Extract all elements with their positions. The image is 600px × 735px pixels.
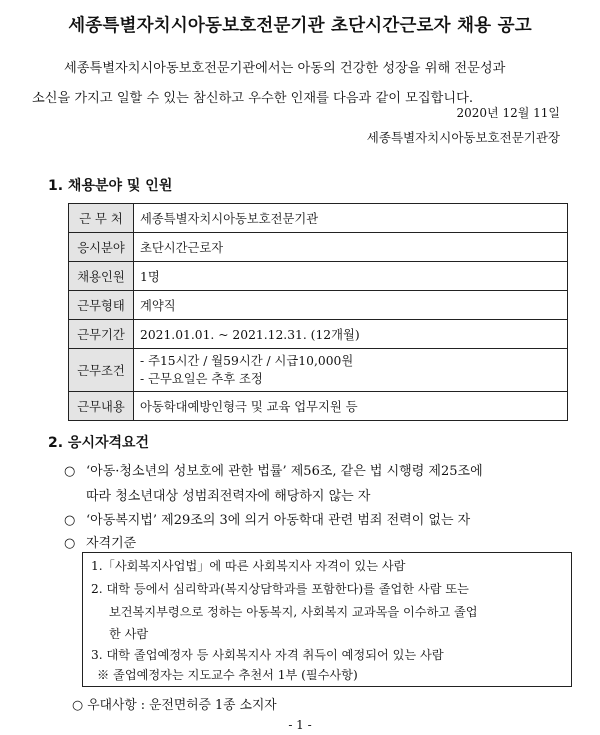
requirement-item bbox=[64, 532, 136, 551]
requirement-item bbox=[64, 509, 470, 528]
circle-bullet-icon: ○ bbox=[64, 464, 76, 479]
requirement-text: ‘아동복지법’ 제29조의 3에 의거 아동학대 관련 범죄 전력이 없는 자 bbox=[86, 513, 471, 528]
row-value: 아동학대예방인형극 및 교육 업무지원 등 bbox=[134, 392, 568, 421]
page-number: - 1 - bbox=[288, 718, 312, 732]
row-label: 근무조건 bbox=[69, 349, 134, 392]
requirement-text: 자격기준 bbox=[86, 536, 137, 551]
table-row bbox=[69, 204, 568, 233]
criteria-line: 3. 대학 졸업예정자 등 사회복지사 자격 취득이 예정되어 있는 사람 bbox=[91, 648, 444, 662]
recruitment-table bbox=[68, 203, 568, 421]
table-row bbox=[69, 262, 568, 291]
table-row bbox=[69, 291, 568, 320]
row-value: 세종특별자치시아동보호전문기관 bbox=[134, 204, 568, 233]
table-row bbox=[69, 349, 568, 392]
row-label: 채용인원 bbox=[69, 262, 134, 291]
page-title: 세종특별자치시아동보호전문기관 초단시간근로자 채용 공고 bbox=[68, 16, 532, 36]
issuer-name: 세종특별자치시아동보호전문기관장 bbox=[366, 130, 560, 145]
row-label: 근무내용 bbox=[69, 392, 134, 421]
intro-line-1: 세종특별자치시아동보호전문기관에서는 아동의 건강한 성장을 위해 전문성과 bbox=[64, 61, 506, 76]
condition-line: - 주15시간 / 월59시간 / 시급10,000원 bbox=[140, 354, 354, 368]
row-label: 근무기간 bbox=[69, 320, 134, 349]
row-value: 계약직 bbox=[134, 291, 568, 320]
intro-line-2: 소신을 가지고 일할 수 있는 참신하고 우수한 인재를 다음과 같이 모집합니다. bbox=[32, 91, 474, 106]
row-label: 근 무 처 bbox=[69, 204, 134, 233]
requirement-item bbox=[64, 460, 483, 479]
table-row bbox=[69, 392, 568, 421]
row-label: 근무형태 bbox=[69, 291, 134, 320]
requirement-text: ‘아동·청소년의 성보호에 관한 법률’ 제56조, 같은 법 시행령 제25조에 bbox=[86, 464, 483, 479]
row-label: 응시분야 bbox=[69, 233, 134, 262]
row-value: 1명 bbox=[134, 262, 568, 291]
announcement-date: 2020년 12월 11일 bbox=[456, 106, 560, 120]
table-row bbox=[69, 320, 568, 349]
condition-line: - 근무요일은 추후 조정 bbox=[140, 372, 263, 386]
circle-bullet-icon: ○ bbox=[64, 536, 76, 551]
preference-item: ○ 우대사항 : 운전면허증 1종 소지자 bbox=[72, 698, 277, 713]
row-value: 2021.01.01. ~ 2021.12.31. (12개월) bbox=[134, 320, 568, 349]
row-value bbox=[134, 349, 568, 392]
row-value: 초단시간근로자 bbox=[134, 233, 568, 262]
criteria-line: 한 사람 bbox=[109, 627, 149, 641]
requirement-continuation: 따라 청소년대상 성범죄전력자에 해당하지 않는 자 bbox=[86, 489, 371, 504]
criteria-line: 2. 대학 등에서 심리학과(복지상담학과를 포함한다)를 졸업한 사람 또는 bbox=[91, 582, 469, 596]
section-2-heading: 2. 응시자격요건 bbox=[48, 435, 150, 451]
criteria-line: 보건복지부령으로 정하는 아동복지, 사회복지 교과목을 이수하고 졸업 bbox=[109, 605, 478, 619]
criteria-line: 1.「사회복지사업법」에 따른 사회복지사 자격이 있는 사람 bbox=[91, 559, 406, 573]
table-row bbox=[69, 233, 568, 262]
circle-bullet-icon: ○ bbox=[64, 513, 76, 528]
section-1-heading: 1. 채용분야 및 인원 bbox=[48, 178, 173, 194]
criteria-note: ※ 졸업예정자는 지도교수 추천서 1부 (필수사항) bbox=[97, 668, 358, 682]
qualification-criteria-box bbox=[82, 552, 572, 687]
